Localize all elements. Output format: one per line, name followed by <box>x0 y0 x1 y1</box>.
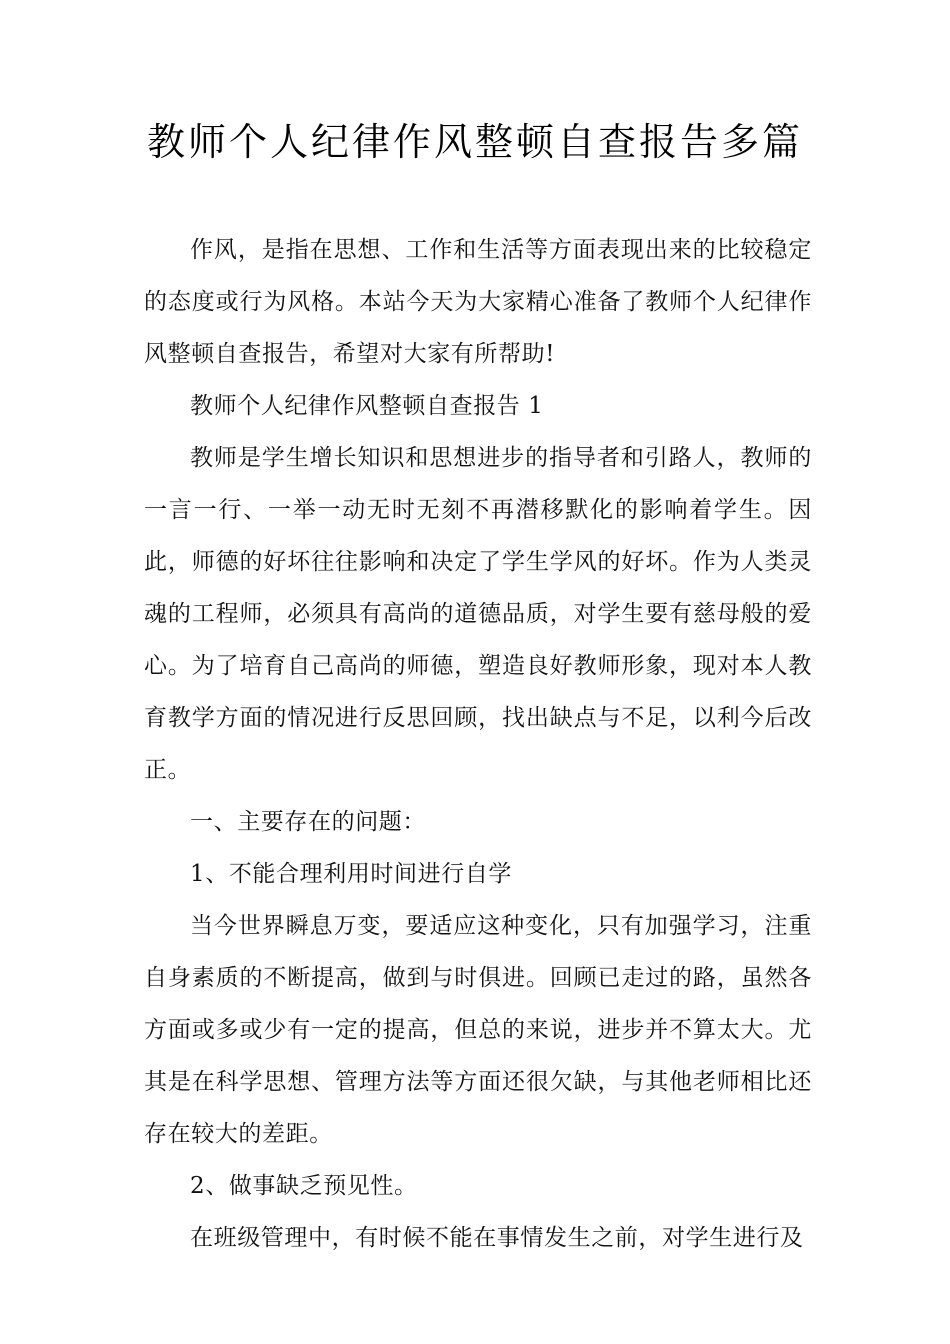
body-paragraph: 教师是学生增长知识和思想进步的指导者和引路人，教师的一言一行、一举一动无时无刻不再潜移默化的影响着学生。因此，师德的好坏往往影响和决定了学生学风的好坏。作为人类灵魂的工程师，必须具有高尚的道德品质，对学生要有慈母般的爱心。为了培育自己高尚的师德，塑造良好教师形象，现对本人教育教学方面的情况进行反思回顾，找出缺点与不足，以利今后改正。 <box>144 445 812 783</box>
intro-paragraph: 作风，是指在思想、工作和生活等方面表现出来的比较稳定的态度或行为风格。本站今天为大家精心准备了教师个人纪律作风整顿自查报告，希望对大家有所帮助! <box>144 237 812 367</box>
subheading-self-study: 1、不能合理利用时间进行自学 <box>190 861 513 887</box>
body-paragraph: 当今世界瞬息万变，要适应这种变化，只有加强学习，注重自身素质的不断提高，做到与时俱进。回顾已走过的路，虽然各方面或多或少有一定的提高，但总的来说，进步并不算太大。尤其是在科学思想、管理方法等方面还很欠缺，与其他老师相比还存在较大的差距。 <box>144 913 812 1147</box>
section-heading-report-1: 教师个人纪律作风整顿自查报告 1 <box>190 393 544 419</box>
section-heading-problems: 一、主要存在的问题： <box>190 809 426 835</box>
document-title: 教师个人纪律作风整顿自查报告多篇 <box>146 120 803 164</box>
subheading-foresight: 2、做事缺乏预见性。 <box>190 1173 418 1199</box>
body-paragraph: 在班级管理中，有时候不能在事情发生之前，对学生进行及 <box>190 1225 804 1251</box>
document-body <box>144 224 812 1264</box>
